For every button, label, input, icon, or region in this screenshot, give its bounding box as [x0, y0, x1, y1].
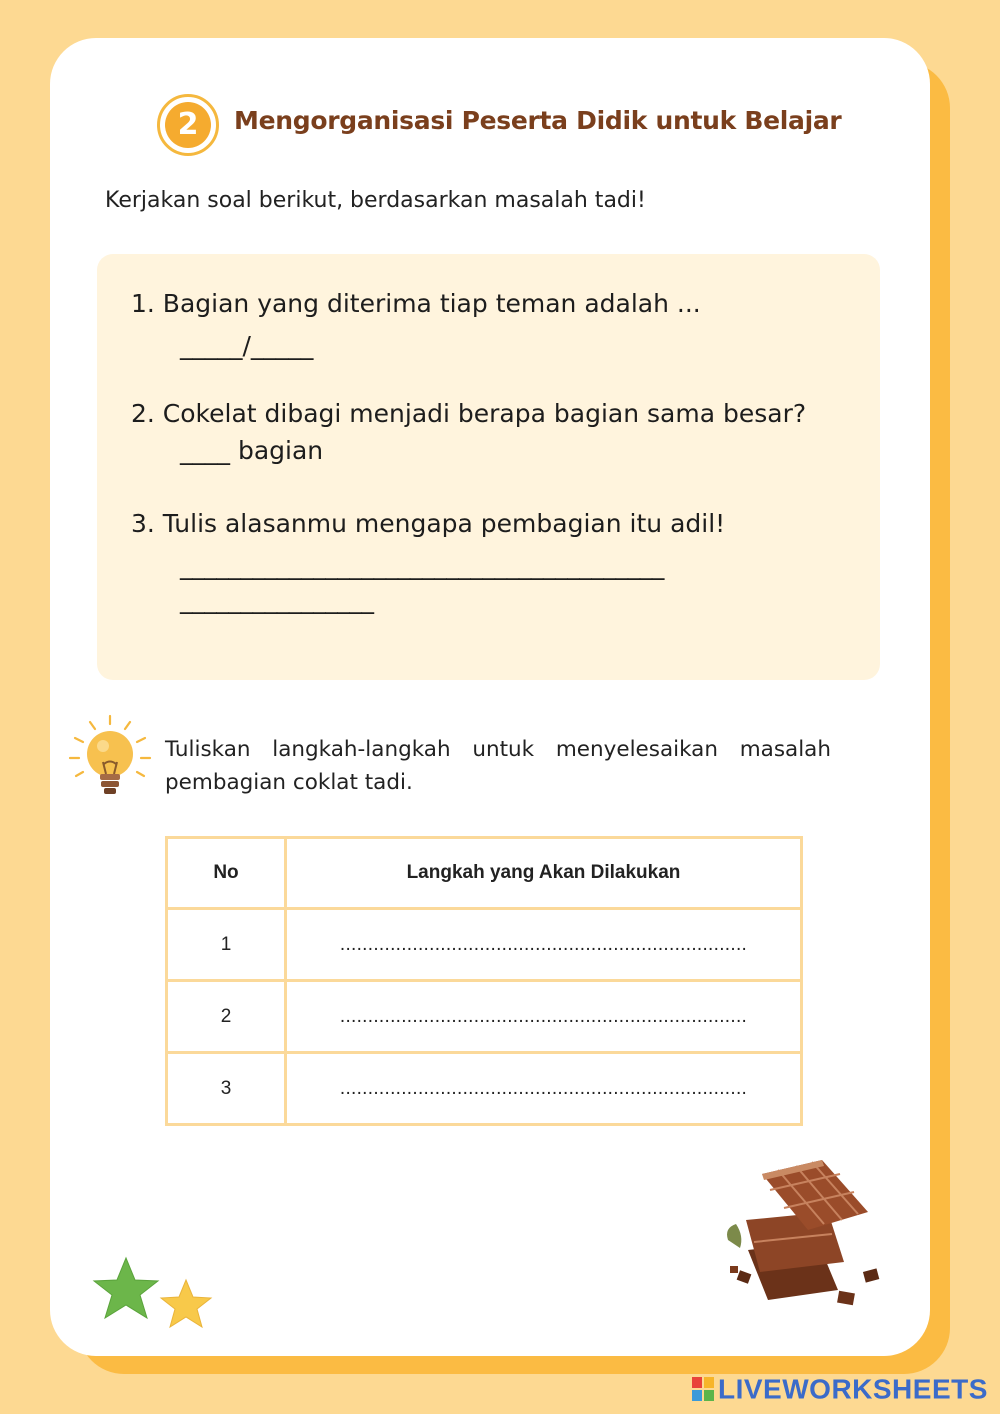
chocolate-illustration [718, 1150, 888, 1310]
answer-2-blank[interactable]: ____ bagian [180, 436, 324, 465]
step-number: 2 [165, 102, 211, 148]
question-2: 2. Cokelat dibagi menjadi berapa bagian sama besar? [131, 399, 807, 428]
question-1: 1. Bagian yang diterima tiap teman adalah ... [131, 289, 701, 318]
table-row [167, 981, 802, 1053]
table-header-row [167, 838, 802, 909]
brand-logo-icon [692, 1377, 716, 1403]
question-3: 3. Tulis alasanmu mengapa pembagian itu adil! [131, 509, 726, 538]
step-answer-field[interactable]: ......................................................................... [286, 981, 802, 1053]
row-number: 2 [167, 981, 286, 1053]
answer-3-line-1[interactable]: ________________________________________ [180, 551, 665, 580]
step-answer-field[interactable]: ......................................................................... [286, 909, 802, 981]
brand-logo[interactable] [692, 1372, 988, 1406]
lightbulb-icon [66, 712, 156, 804]
steps-table [165, 836, 803, 1126]
brand-name: LIVEWORKSHEETS [718, 1373, 988, 1405]
star-icon [92, 1252, 220, 1338]
table-row [167, 909, 802, 981]
answer-3-line-2[interactable]: ________________ [180, 585, 374, 614]
step-answer-field[interactable]: ......................................................................... [286, 1053, 802, 1125]
instruction-text: Tuliskan langkah-langkah untuk menyelesaikan masalah pembagian coklat tadi. [165, 737, 831, 795]
intro-text: Kerjakan soal berikut, berdasarkan masalah tadi! [105, 188, 646, 213]
header-step: Langkah yang Akan Dilakukan [286, 838, 802, 909]
row-number: 3 [167, 1053, 286, 1125]
table-row [167, 1053, 802, 1125]
header-no: No [167, 838, 286, 909]
answer-1-blank[interactable]: _____/_____ [180, 331, 314, 360]
step-number-badge [157, 94, 219, 156]
row-number: 1 [167, 909, 286, 981]
section-title: Mengorganisasi Peserta Didik untuk Belajar [234, 106, 842, 135]
